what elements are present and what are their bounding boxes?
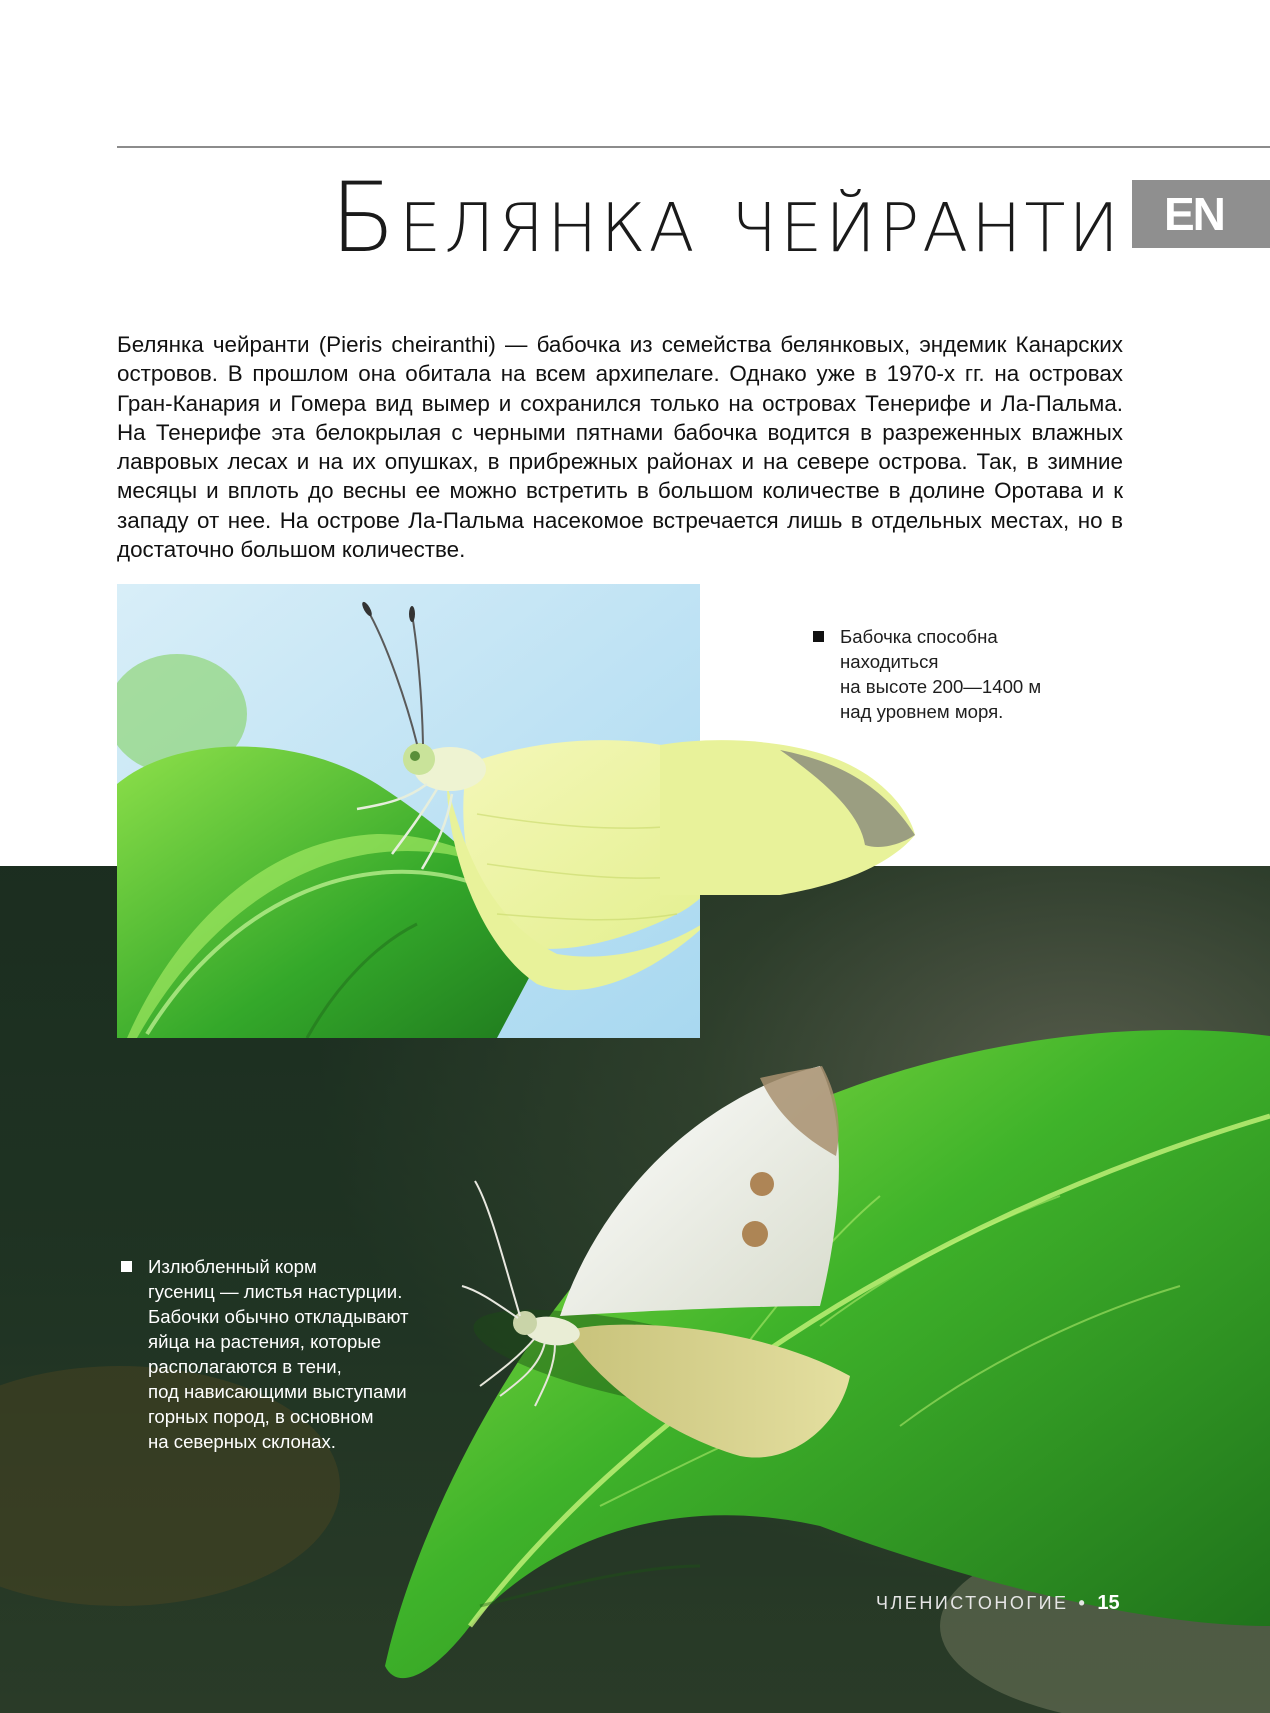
caption-line: над уровнем моря. — [840, 701, 1004, 722]
caption-line: находиться — [840, 651, 939, 672]
section-name: ЧЛЕНИСТОНОГИЕ — [876, 1593, 1069, 1613]
footer-separator: • — [1078, 1593, 1088, 1613]
wing-overflow-shape — [660, 725, 940, 895]
caption-line: гусениц — листья настурции. — [148, 1281, 403, 1302]
page-footer — [876, 1592, 1120, 1615]
butterfly-sky-illustration — [117, 584, 700, 1038]
caption-line: Бабочка способна — [840, 626, 998, 647]
caption-line: на северных склонах. — [148, 1431, 336, 1452]
language-tab[interactable]: EN — [1132, 180, 1270, 248]
caption-bullet — [121, 1261, 132, 1272]
page-title: Белянка чейранти — [330, 162, 1122, 274]
caption-line: яйца на растения, которые — [148, 1331, 382, 1352]
caption-line: располагаются в тени, — [148, 1356, 342, 1377]
caption-line: под нависающими выступами — [148, 1381, 407, 1402]
photo-butterfly-sky — [117, 584, 700, 1038]
page-number: 15 — [1097, 1592, 1120, 1614]
caption-line: горных пород, в основном — [148, 1406, 374, 1427]
caption-altitude — [840, 624, 1080, 724]
caption-bullet — [813, 631, 824, 642]
intro-paragraph: Белянка чейранти (Pieris cheiranthi) — бабочка из семейства белянковых, эндемик Канарских островов. В прошлом она обитала на всем архипелаге. Однако уже в 1970-х гг. на островах Гран-Канария и Гомера вид вымер и сохранился только на островах Тенерифе и Ла-Пальма. На Тенерифе эта белокрылая с черными пятнами бабочка водится в разреженных влажных лавровых лесах и на их опушках, в прибрежных районах и на севере острова. Так, в зимние месяцы и вплоть до весны ее можно встретить в большом количестве в долине Оротава и к западу от нее. На острове Ла-Пальма насекомое встречается лишь в отдельных местах, но в достаточно большом количестве. — [117, 332, 1123, 563]
caption-line: Излюбленный корм — [148, 1256, 317, 1277]
top-rule — [117, 146, 1270, 148]
caption-line: на высоте 200—1400 м — [840, 676, 1042, 697]
caption-line: Бабочки обычно откладывают — [148, 1306, 409, 1327]
caption-food — [148, 1254, 438, 1454]
